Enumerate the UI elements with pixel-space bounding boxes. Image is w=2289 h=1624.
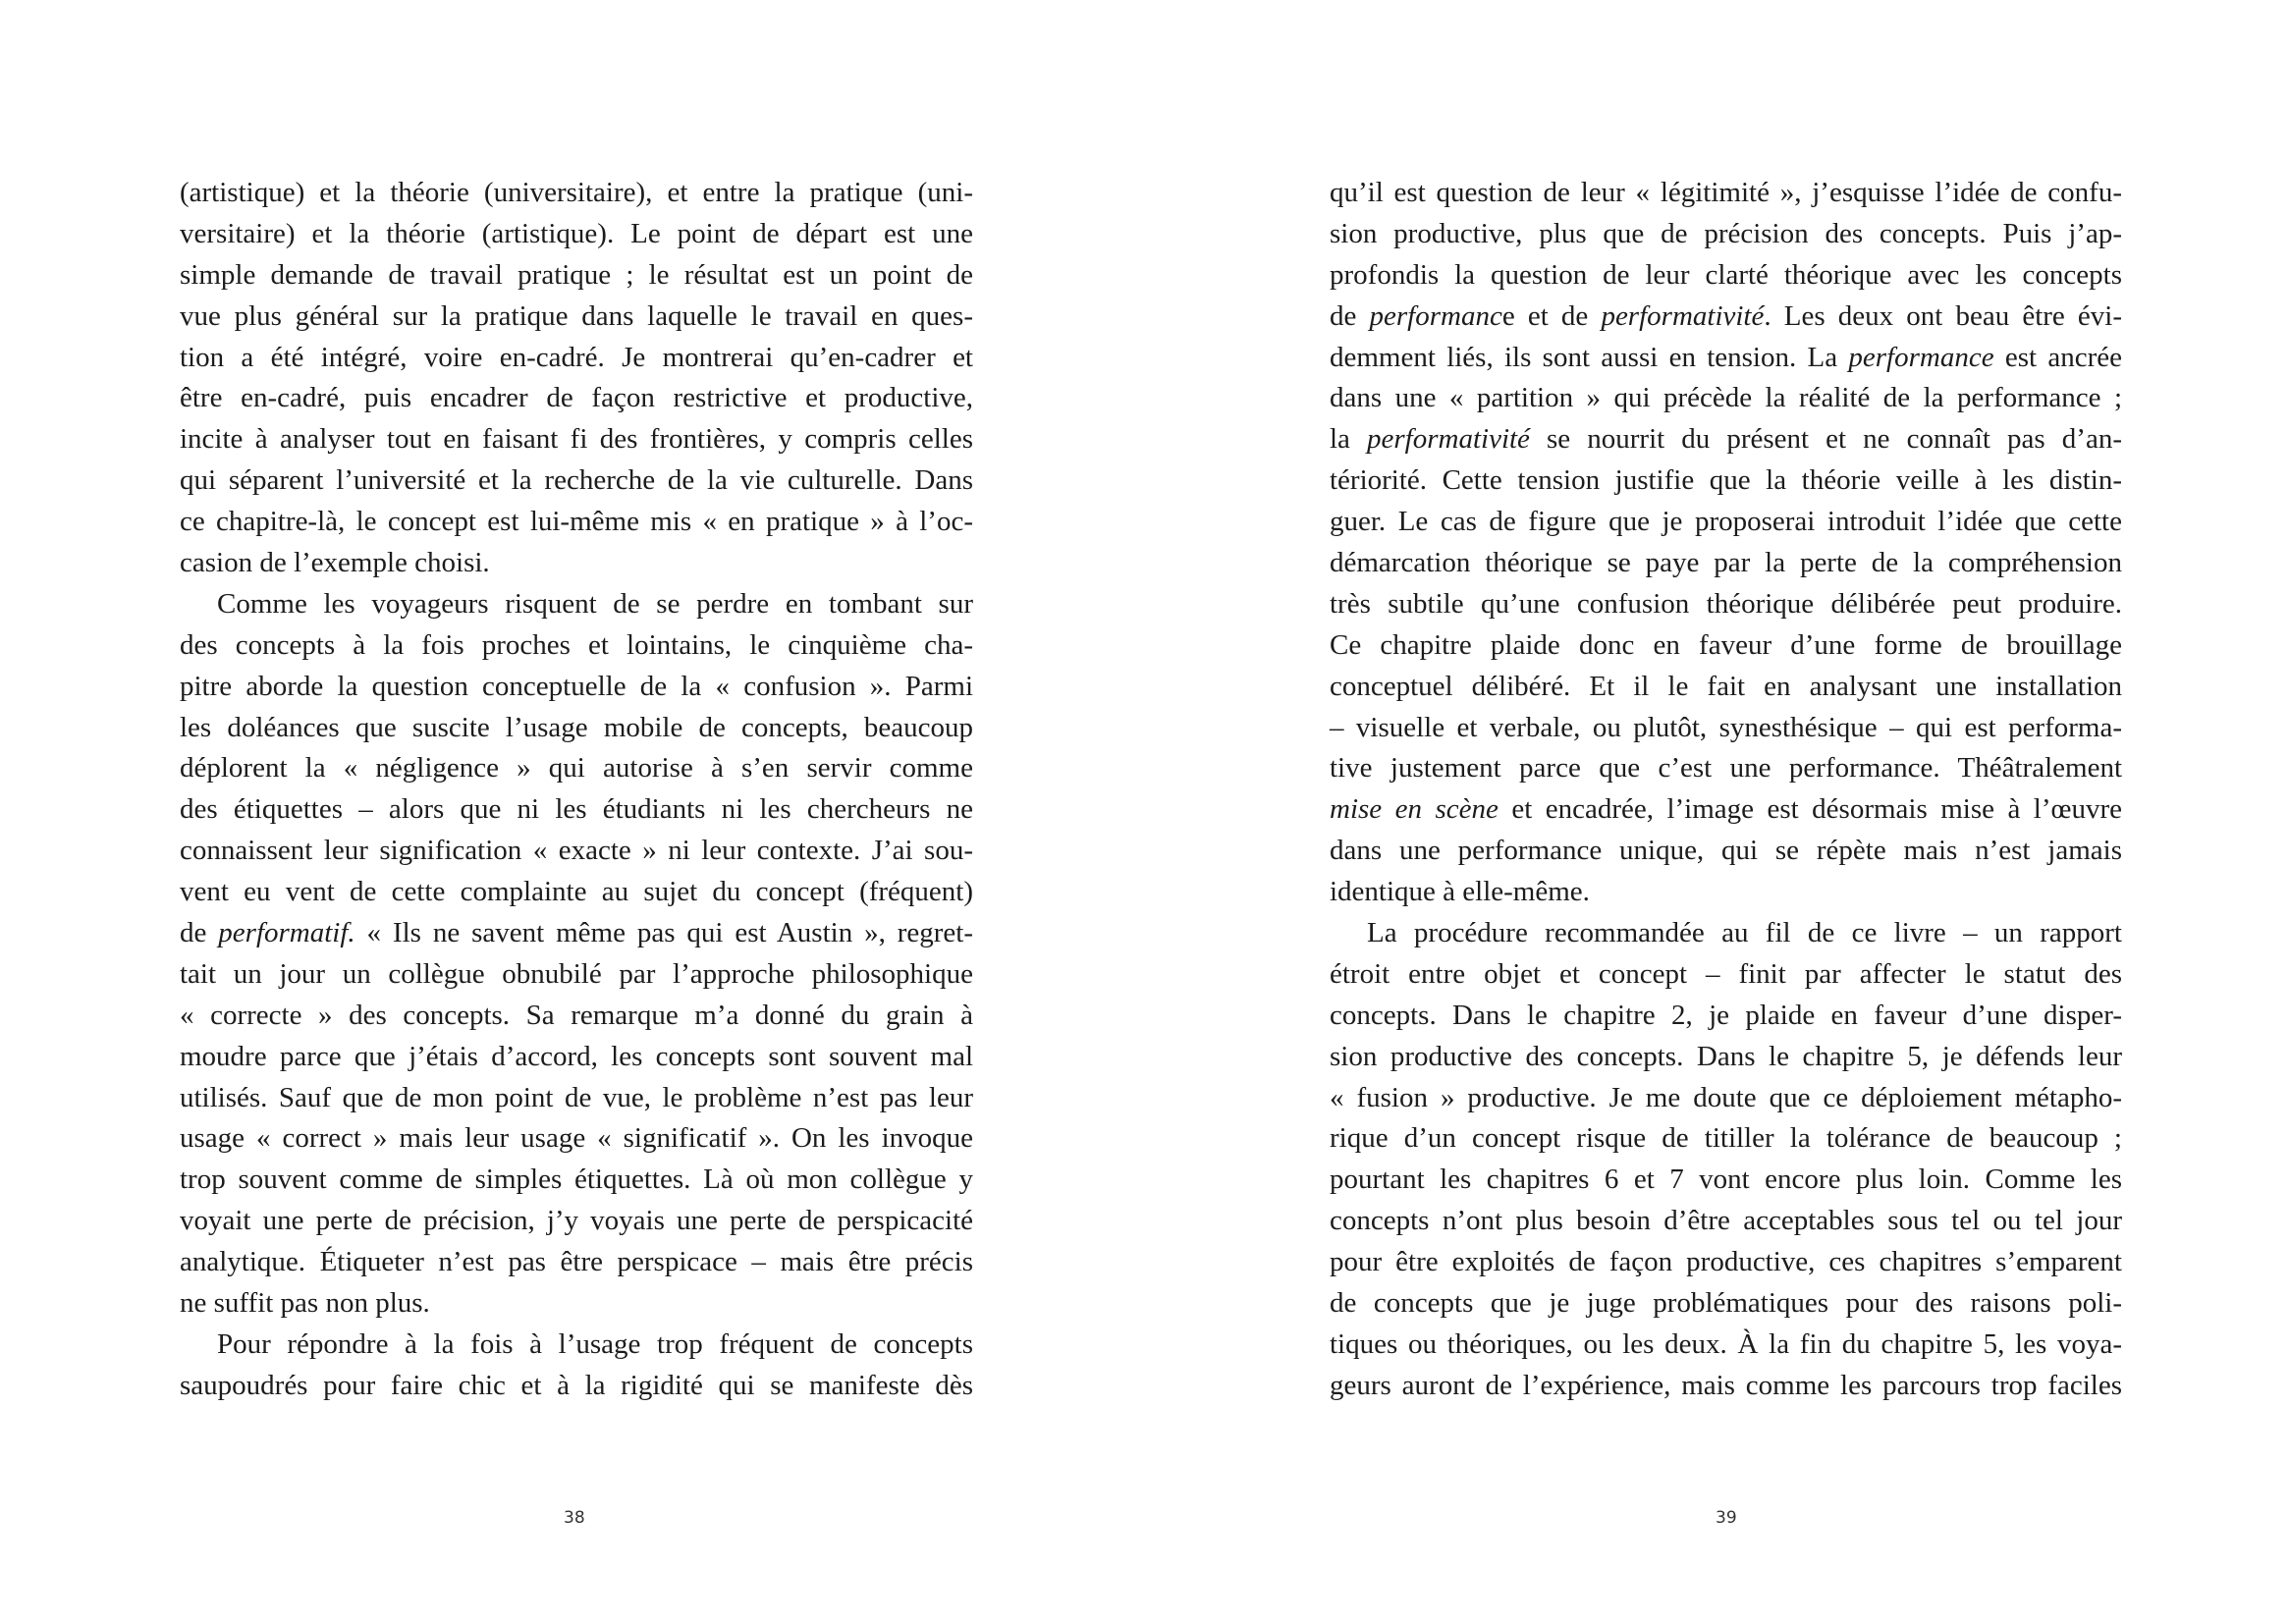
text-line [1330,789,2122,831]
text-line [1330,502,2122,543]
text-line [180,1242,973,1283]
text-segment: dans une performance unique, qui se répète mais n’est jamais [1330,835,2122,867]
text-segment: – visuelle et verbale, ou plutôt, synesthésique – qui est performa- [1330,711,2122,743]
text-segment: utilisés. Sauf que de mon point de vue, le problème n’est pas leur [180,1081,973,1113]
text-segment: des concepts à la fois proches et lointains, le cinquième cha- [180,628,973,661]
text-segment: des étiquettes – alors que ni les étudiants ni les chercheurs ne [180,793,973,826]
text-line [1330,173,2122,214]
text-segment: se nourrit du présent et ne connaît pas d’an- [1529,423,2122,456]
text-line [180,297,973,338]
text-segment: pitre aborde la question conceptuelle de la « confusion ». Parmi [180,670,973,702]
text-line [1330,1366,2122,1407]
text-line [180,831,973,872]
italic-text: performativité [1367,423,1530,456]
text-line [1330,1325,2122,1366]
text-segment: saupoudrés pour faire chic et à la rigidité qui se manifeste dès [180,1369,973,1401]
text-line [180,1160,973,1201]
text-segment: voyait une perte de précision, j’y voyais une perte de perspicacité [180,1205,973,1237]
body-text-column [180,173,973,1407]
text-segment: « Ils ne savent même pas qui est Austin », regret- [354,917,974,949]
text-segment: étroit entre objet et concept – finit par affecter le statut des [1330,957,2122,990]
text-segment: simple demande de travail pratique ; le résultat est un point de [180,258,973,291]
text-segment: identique à elle-même. [1330,876,1590,908]
text-segment: usage « correct » mais leur usage « significatif ». On les invoque [180,1122,973,1155]
text-line [180,543,973,584]
text-line [180,502,973,543]
text-segment: trop souvent comme de simples étiquettes. Là où mon collègue y [180,1164,973,1196]
text-line [1330,996,2122,1037]
text-line [180,1325,973,1366]
right-page [1144,0,2288,1624]
text-line [1330,1160,2122,1201]
text-line [180,1366,973,1407]
text-segment: tiques ou théoriques, ou les deux. À la fin du chapitre 5, les voya- [1330,1327,2122,1360]
text-line [1330,708,2122,749]
text-segment: concepts n’ont plus besoin d’être acceptables sous tel ou tel jour [1330,1205,2122,1237]
text-line [1330,872,2122,913]
text-line [180,708,973,749]
text-segment: casion de l’exemple choisi. [180,547,490,579]
text-segment: très subtile qu’une confusion théorique délibérée peut produire. [1330,587,2122,620]
text-segment: la [1330,423,1368,456]
text-line [180,460,973,502]
text-segment: rique d’un concept risque de titiller la tolérance de beaucoup ; [1330,1122,2122,1155]
text-segment: « fusion » productive. Je me doute que ce déploiement métapho- [1330,1081,2122,1113]
text-line [1330,338,2122,379]
text-segment: moudre parce que j’étais d’accord, les concepts sont souvent mal [180,1040,973,1072]
text-line [180,954,973,996]
text-segment: versitaire) et la théorie (artistique). Le point de départ est une [180,217,973,249]
text-line [1330,378,2122,419]
text-segment: de concepts que je juge problématiques pour des raisons poli- [1330,1287,2122,1320]
text-segment: pour être exploités de façon productive, ces chapitres s’emparent [1330,1246,2122,1278]
text-segment: pourtant les chapitres 6 et 7 vont encore plus loin. Comme les [1330,1164,2122,1196]
text-line [1330,748,2122,789]
text-segment: tériorité. Cette tension justifie que la théorie veille à les distin- [1330,464,2122,497]
text-line [1330,214,2122,255]
text-line [1330,419,2122,460]
text-segment: (artistique) et la théorie (universitaire), et entre la pratique (uni- [180,177,973,208]
text-segment: vent eu vent de cette complainte au sujet du concept (fréquent) [180,876,973,908]
text-line [180,913,973,954]
text-segment: démarcation théorique se paye par la perte de la compréhension [1330,547,2122,579]
text-segment: dans une « partition » qui précède la réalité de la performance ; [1330,382,2122,414]
text-line [180,378,973,419]
text-segment: tait un jour un collègue obnubilé par l’approche philosophique [180,957,973,990]
text-line [1330,625,2122,667]
text-line [1330,584,2122,625]
text-line [1330,1283,2122,1325]
italic-text: performatif. [218,917,355,949]
text-line [1330,913,2122,954]
text-line [1330,1201,2122,1242]
text-line [180,1078,973,1119]
text-segment: qui séparent l’université et la recherche de la vie culturelle. Dans [180,464,973,497]
text-segment: être en-cadré, puis encadrer de façon restrictive et productive, [180,382,973,414]
text-segment: geurs auront de l’expérience, mais comme les parcours trop faciles [1330,1369,2122,1401]
text-line [180,1118,973,1160]
italic-text: performanc [1369,299,1502,332]
text-line [180,173,973,214]
text-segment: ce chapitre-là, le concept est lui-même mis « en pratique » à l’oc- [180,506,973,538]
text-line [180,996,973,1037]
text-segment: conceptuel délibéré. Et il le fait en analysant une installation [1330,670,2122,702]
italic-text: performativité [1601,299,1765,332]
italic-text: mise en scène [1330,793,1499,826]
text-segment: Ce chapitre plaide donc en faveur d’une forme de brouillage [1330,628,2122,661]
body-text-column [1330,173,2122,1407]
text-line [1330,1118,2122,1160]
text-segment: . Les deux ont beau être évi- [1764,299,2123,332]
text-line [1330,543,2122,584]
text-segment: incite à analyser tout en faisant fi des frontières, y compris celles [180,423,973,456]
text-line [1330,460,2122,502]
text-line [1330,954,2122,996]
text-segment: La procédure recommandée au fil de ce livre – un rapport [1367,917,2122,949]
text-line [180,625,973,667]
text-line [1330,667,2122,708]
text-segment: de [1330,299,1370,332]
text-line [180,748,973,789]
text-segment: tion a été intégré, voire en-cadré. Je montrerai qu’en-cadrer et [180,341,973,373]
text-segment: « correcte » des concepts. Sa remarque m’a donné du grain à [180,999,973,1031]
text-segment: de [180,917,219,949]
text-segment: les doléances que suscite l’usage mobile de concepts, beaucoup [180,711,973,743]
text-segment: déplorent la « négligence » qui autorise à s’en servir comme [180,752,973,785]
left-page [0,0,1144,1624]
text-line [180,214,973,255]
text-segment: guer. Le cas de figure que je proposerai introduit l’idée que cette [1330,506,2122,538]
text-segment: tive justement parce que c’est une performance. Théâtralement [1330,752,2122,785]
text-line [180,872,973,913]
text-line [1330,255,2122,297]
text-segment: sion productive, plus que de précision des concepts. Puis j’ap- [1330,217,2122,249]
page-number: 38 [564,1508,585,1528]
text-line [180,1201,973,1242]
text-line [1330,1037,2122,1078]
text-segment: connaissent leur signification « exacte » ni leur contexte. J’ai sou- [180,835,973,867]
text-segment: sion productive des concepts. Dans le chapitre 5, je défends leur [1330,1040,2122,1072]
text-line [1330,831,2122,872]
text-segment: profondis la question de leur clarté théorique avec les concepts [1330,258,2122,291]
text-segment: Comme les voyageurs risquent de se perdre en tombant sur [217,587,973,620]
text-segment: Pour répondre à la fois à l’usage trop fréquent de concepts [217,1327,973,1360]
text-line [180,1283,973,1325]
text-segment: qu’il est question de leur « légitimité », j’esquisse l’idée de confu- [1330,177,2122,208]
text-line [180,255,973,297]
text-line [180,789,973,831]
text-line [1330,1078,2122,1119]
text-segment: demment liés, ils sont aussi en tension. La [1330,341,1849,373]
text-line [180,419,973,460]
text-segment: et encadrée, l’image est désormais mise à l’œuvre [1498,793,2122,826]
text-segment: e et de [1501,299,1602,332]
text-segment: est ancrée [1993,341,2122,373]
text-segment: concepts. Dans le chapitre 2, je plaide en faveur d’une disper- [1330,999,2122,1031]
text-line [180,338,973,379]
page-number: 39 [1716,1508,1737,1528]
text-line [1330,1242,2122,1283]
text-line [180,1037,973,1078]
text-line [180,667,973,708]
text-segment: analytique. Étiqueter n’est pas être perspicace – mais être précis [180,1246,973,1278]
italic-text: performance [1848,341,1994,373]
text-segment: vue plus général sur la pratique dans laquelle le travail en ques- [180,299,973,332]
text-line [180,584,973,625]
text-line [1330,297,2122,338]
text-segment: ne suffit pas non plus. [180,1287,430,1320]
